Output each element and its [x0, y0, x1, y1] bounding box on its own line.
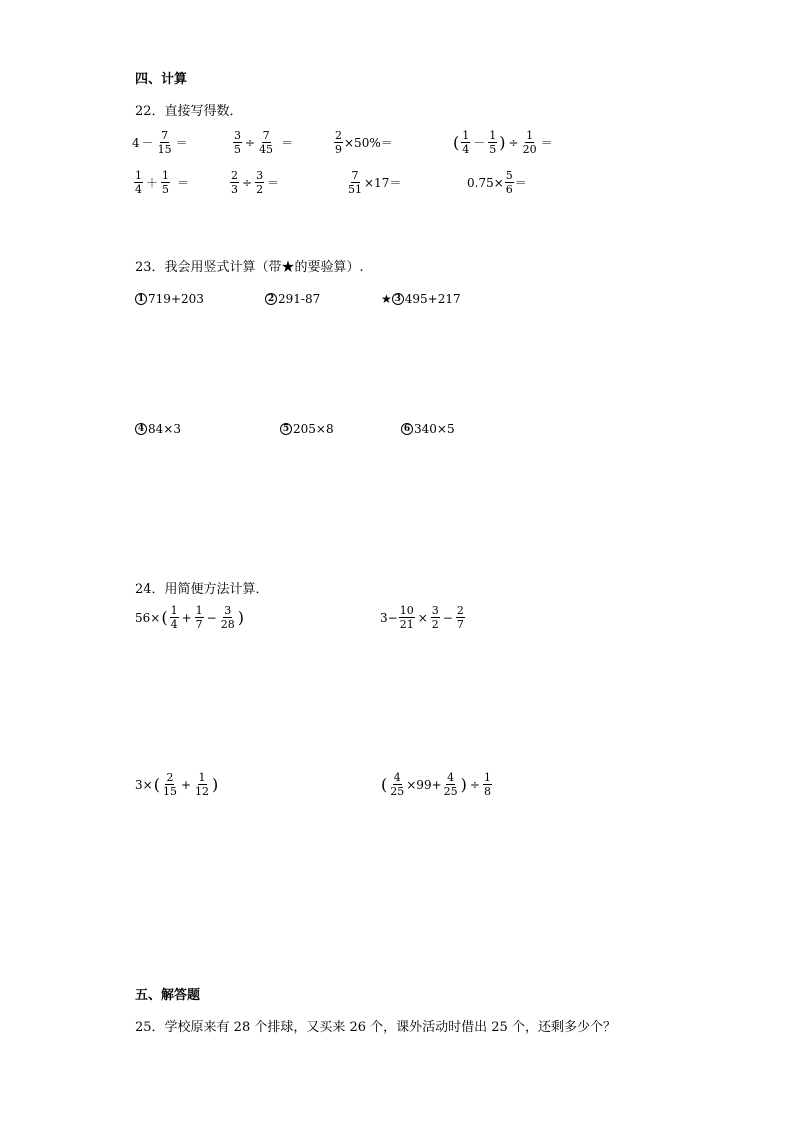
paren: (: [381, 775, 388, 794]
section-heading-four: 四、计算: [135, 72, 188, 87]
fraction: $\frac{10}{21}$: [399, 604, 414, 631]
operand: 56×: [135, 610, 161, 625]
expression: 84×3: [148, 422, 181, 436]
fraction: $\frac{5}{6}$: [505, 169, 513, 196]
fraction: $\frac{4}{25}$: [443, 771, 458, 798]
operator: －: [141, 136, 154, 150]
q22-expr-1: [132, 130, 190, 155]
q23-item-5: [280, 422, 334, 436]
fraction: $\frac{1}{7}$: [195, 604, 203, 631]
operator: ÷: [242, 175, 253, 190]
expr-rest: ×17＝: [364, 176, 402, 190]
q22-expr-4: [452, 130, 555, 155]
fraction: $\frac{7}{51}$: [348, 169, 362, 196]
operand: 3×: [135, 777, 153, 792]
fraction: $\frac{1}{12}$: [195, 771, 210, 798]
fraction: $\frac{3}{5}$: [234, 129, 241, 156]
paren: ): [212, 775, 219, 794]
operand: 4: [132, 135, 140, 150]
question-23-title: 23．我会用竖式计算（带★的要验算）.: [135, 260, 364, 275]
equals: ＝: [514, 176, 527, 190]
equals: ＝: [177, 176, 190, 190]
q22-expr-3: [333, 130, 393, 155]
paren: (: [161, 608, 168, 627]
fraction: $\frac{1}{4}$: [135, 169, 142, 196]
star-icon: ★: [381, 292, 392, 306]
operator: ÷: [245, 135, 256, 150]
circled-number: 2: [265, 293, 277, 305]
q22-expr-5: [133, 170, 191, 195]
fraction: $\frac{7}{45}$: [259, 129, 274, 156]
operator: ÷: [469, 777, 480, 792]
operand: 0.75×: [467, 175, 504, 190]
q22-expr-6: [229, 170, 281, 195]
operator: +: [181, 610, 192, 625]
q23-item-4: [135, 422, 181, 436]
q23-item-6: [401, 422, 455, 436]
expression: 291-87: [278, 292, 321, 306]
q24-expr-1: [135, 605, 245, 630]
fraction: $\frac{2}{3}$: [231, 169, 238, 196]
fraction: $\frac{1}{8}$: [483, 771, 491, 798]
q24-expr-3: [135, 772, 219, 797]
expression: 205×8: [293, 422, 334, 436]
paren: ): [499, 133, 506, 152]
fraction: $\frac{2}{9}$: [335, 129, 342, 156]
equals: ＝: [175, 136, 188, 150]
q22-expr-7: [346, 170, 401, 195]
paren: (: [153, 775, 160, 794]
question-24-title: 24．用简便方法计算．: [135, 582, 269, 597]
circled-number: 4: [135, 423, 147, 435]
expr-mid: ×99+: [406, 777, 442, 792]
q24-expr-2: [380, 605, 466, 630]
fraction: $\frac{1}{5}$: [162, 169, 170, 196]
section-heading-five: 五、解答题: [135, 988, 201, 1003]
circled-number: 3: [392, 293, 404, 305]
fraction: $\frac{2}{15}$: [162, 771, 177, 798]
operator: −: [206, 610, 217, 625]
operator: ×: [417, 610, 428, 625]
paren: ): [237, 608, 244, 627]
expression: 495+217: [404, 292, 461, 306]
equals: ＝: [281, 136, 294, 150]
expression: 719+203: [148, 292, 204, 306]
circled-number: 1: [135, 293, 147, 305]
fraction: $\frac{3}{2}$: [431, 604, 439, 631]
fraction: $\frac{7}{15}$: [157, 129, 172, 156]
question-22-title: 22．直接写得数．: [135, 104, 243, 119]
expr-rest: ×50%＝: [344, 136, 393, 150]
q23-item-1: [135, 292, 204, 306]
fraction: $\frac{3}{28}$: [220, 604, 235, 631]
equals: ＝: [267, 176, 280, 190]
operator: +: [180, 777, 192, 792]
fraction: $\frac{1}{4}$: [170, 604, 178, 631]
q24-expr-4: [380, 772, 493, 797]
fraction: $\frac{3}{2}$: [256, 169, 264, 196]
fraction: $\frac{1}{20}$: [522, 129, 537, 156]
q23-item-2: [265, 292, 320, 306]
operator: －: [473, 136, 486, 150]
fraction: $\frac{4}{25}$: [390, 771, 405, 798]
operator: ＋: [146, 176, 159, 190]
equals: ＝: [540, 136, 553, 150]
operand: 3−: [380, 610, 398, 625]
fraction: $\frac{1}{4}$: [462, 129, 470, 156]
expression: 340×5: [414, 422, 455, 436]
circled-number: 6: [401, 423, 413, 435]
paren: (: [453, 133, 460, 152]
operator: ÷: [508, 135, 519, 150]
fraction: $\frac{2}{7}$: [456, 604, 464, 631]
question-25-title: 25．学校原来有 28 个排球，又买来 26 个，课外活动时借出 25 个，还剩多少个？: [135, 1020, 616, 1035]
fraction: $\frac{1}{5}$: [489, 129, 497, 156]
q22-expr-2: [232, 130, 295, 155]
q22-expr-8: [467, 170, 527, 195]
q23-item-3: [381, 292, 461, 306]
circled-number: 5: [280, 423, 292, 435]
paren: ): [460, 775, 467, 794]
operator: −: [442, 610, 453, 625]
